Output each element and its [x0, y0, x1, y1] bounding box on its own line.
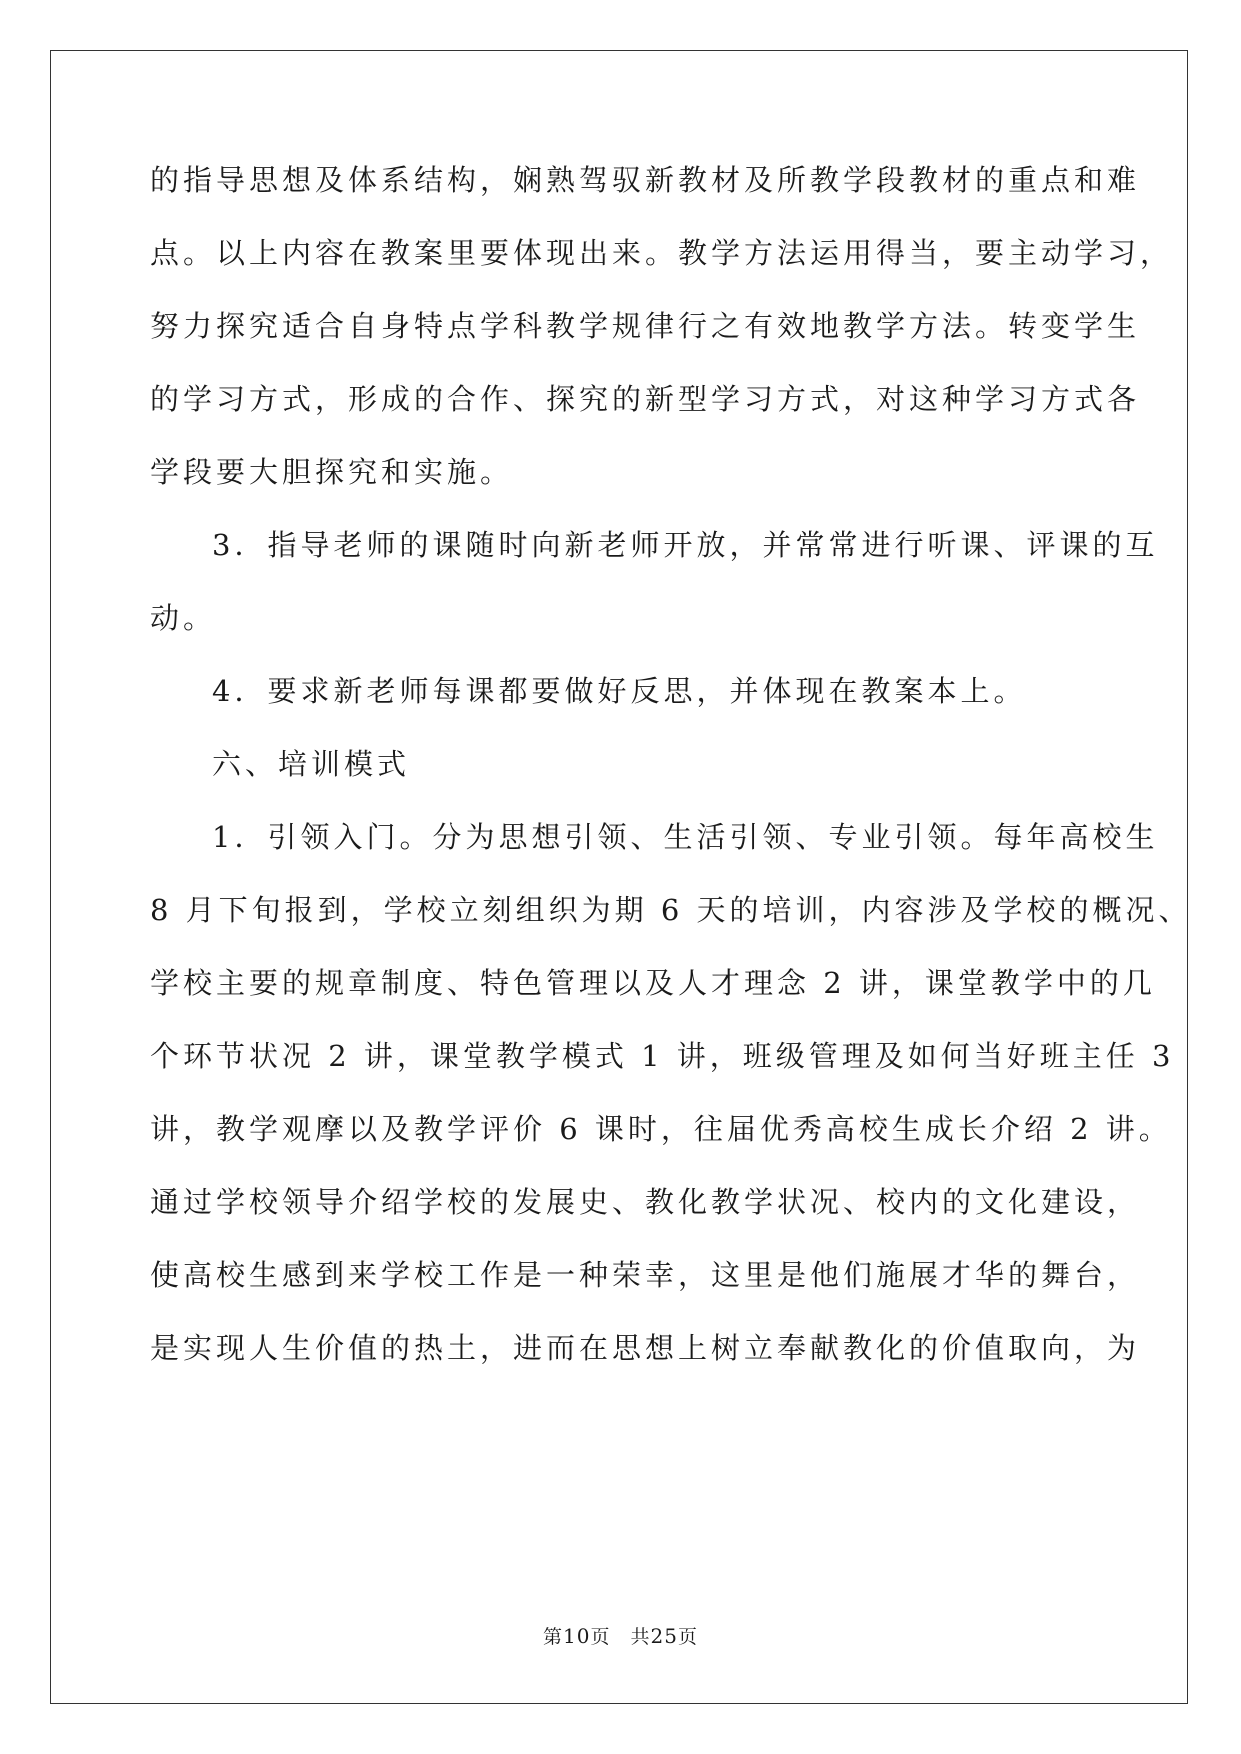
current-page-number: 10 [563, 1624, 591, 1648]
text-line: 点。以上内容在教案里要体现出来。教学方法运用得当，要主动学习， [150, 236, 1174, 270]
footer-prefix: 第 [543, 1626, 564, 1648]
section-heading: 六、培训模式 [212, 747, 411, 781]
text-line: 是实现人生价值的热土，进而在思想上树立奉献教化的价值取向，为 [150, 1331, 1141, 1365]
text-line: 努力探究适合自身特点学科教学规律行之有效地教学方法。转变学生 [150, 309, 1141, 343]
text-line: 通过学校领导介绍学校的发展史、教化教学状况、校内的文化建设， [150, 1185, 1141, 1219]
text-line: 8 月下旬报到，学校立刻组织为期 6 天的培训，内容涉及学校的概况、 [150, 893, 1192, 927]
footer-suffix: 页 [677, 1626, 698, 1648]
text-line: 的指导思想及体系结构，娴熟驾驭新教材及所教学段教材的重点和难 [150, 163, 1141, 197]
paragraph-1-start: 1．引领入门。分为思想引领、生活引领、专业引领。每年高校生 [212, 820, 1159, 854]
footer-middle: 页 共 [590, 1626, 651, 1648]
text-line: 学校主要的规章制度、特色管理以及人才理念 2 讲，课堂教学中的几 [150, 966, 1156, 1000]
paragraph-4: 4．要求新老师每课都要做好反思，并体现在教案本上。 [212, 674, 1027, 708]
page-footer [0, 1622, 1241, 1649]
text-line: 的学习方式，形成的合作、探究的新型学习方式，对这种学习方式各 [150, 382, 1141, 416]
page-border [50, 50, 1188, 1704]
text-line: 学段要大胆探究和实施。 [150, 455, 514, 489]
text-line: 使高校生感到来学校工作是一种荣幸，这里是他们施展才华的舞台， [150, 1258, 1141, 1292]
text-line: 个环节状况 2 讲，课堂教学模式 1 讲，班级管理及如何当好班主任 3 [150, 1039, 1175, 1073]
total-page-number: 25 [650, 1624, 678, 1648]
text-line: 讲，教学观摩以及教学评价 6 课时，往届优秀高校生成长介绍 2 讲。 [150, 1112, 1172, 1146]
paragraph-3-start: 3．指导老师的课随时向新老师开放，并常常进行听课、评课的互 [212, 528, 1159, 562]
text-line: 动。 [150, 601, 217, 635]
